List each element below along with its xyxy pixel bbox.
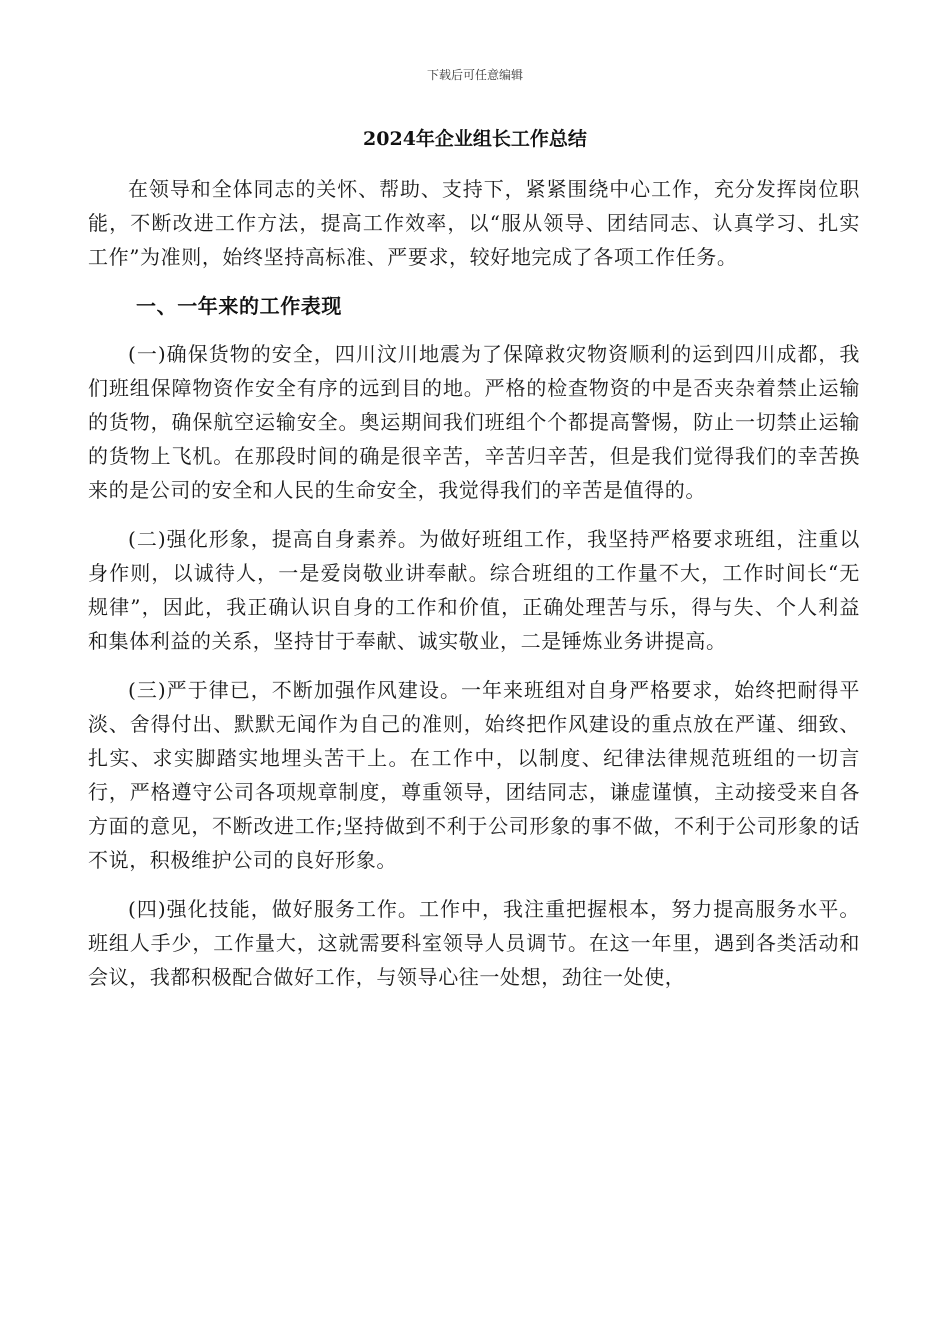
header-note: 下载后可任意编辑	[426, 68, 523, 82]
section-heading: 一、一年来的工作表现	[136, 294, 342, 318]
intro-paragraph: 在领导和全体同志的关怀、帮助、支持下，紧紧围绕中心工作，充分发挥岗位职能，不断改进工作方法，提高工作效率，以“服从领导、团结同志、认真学习、扎实工作”为准则，始终坚持高标准、严要求，较好地完成了各项工作任务。	[88, 177, 860, 269]
item-paragraph-4: (四)强化技能，做好服务工作。工作中，我注重把握根本，努力提高服务水平。班组人手少，工作量大，这就需要科室领导人员调节。在这一年里，遇到各类活动和会议，我都积极配合做好工作，与领导心往一处想，劲往一处使，	[88, 897, 860, 989]
item-paragraph-3: (三)严于律已，不断加强作风建设。一年来班组对自身严格要求，始终把耐得平淡、舍得付出、默默无闻作为自己的准则，始终把作风建设的重点放在严谨、细致、扎实、求实脚踏实地埋头苦干上。在工作中，以制度、纪律法律规范班组的一切言行，严格遵守公司各项规章制度，尊重领导，团结同志，谦虚谨慎，主动接受来自各方面的意见，不断改进工作;坚持做到不利于公司形象的事不做，不利于公司形象的话不说，积极维护公司的良好形象。	[88, 678, 860, 872]
item-paragraph-2: (二)强化形象，提高自身素养。为做好班组工作，我坚持严格要求班组，注重以身作则，以诚待人，一是爱岗敬业讲奉献。综合班组的工作量不大，工作时间长“无规律”，因此，我正确认识自身的工作和价值，正确处理苦与乐，得与失、个人利益和集体利益的关系，坚持甘于奉献、诚实敬业，二是锤炼业务讲提高。	[88, 527, 860, 653]
document-body	[88, 172, 860, 1009]
document-title: 2024年企业组长工作总结	[363, 128, 587, 150]
item-paragraph-1: (一)确保货物的安全，四川汶川地震为了保障救灾物资顺利的运到四川成都，我们班组保障物资作安全有序的远到目的地。严格的检查物资的中是否夹杂着禁止运输的货物，确保航空运输安全。奥运期间我们班组个个都提高警惕，防止一切禁止运输的货物上飞机。在那段时间的确是很辛苦，辛苦归辛苦，但是我们觉得我们的幸苦换来的是公司的安全和人民的生命安全，我觉得我们的辛苦是值得的。	[88, 342, 860, 502]
